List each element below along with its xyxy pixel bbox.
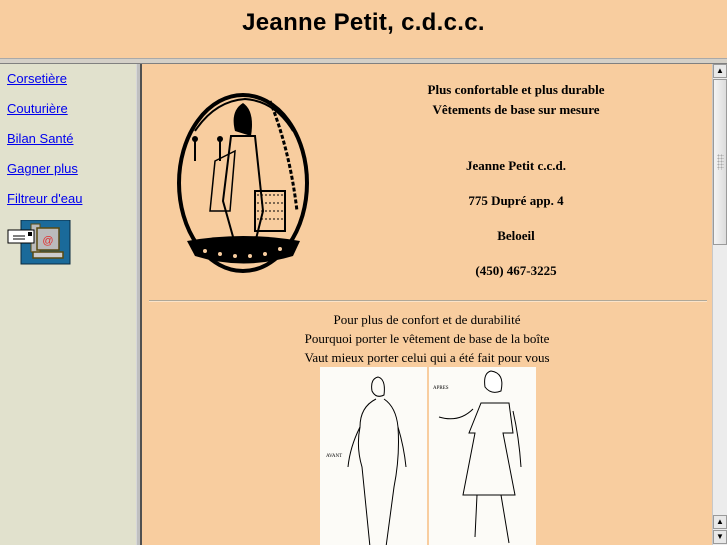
- before-figure-image: [320, 367, 427, 545]
- site-title: Jeanne Petit, c.d.c.c.: [242, 9, 485, 36]
- sidebar-nav: [0, 64, 136, 214]
- horizontal-rule: [149, 300, 707, 302]
- scroll-down-arrow-icon[interactable]: ▼: [713, 530, 727, 544]
- body-text: [142, 310, 712, 367]
- sidebar-link-gagner-plus[interactable]: Gagner plus: [7, 161, 78, 176]
- contact-address: 775 Dupré app. 4: [468, 193, 564, 208]
- sidebar-link-corsetiere[interactable]: Corsetière: [7, 71, 67, 86]
- email-computer-icon[interactable]: [7, 220, 71, 266]
- grip-icon: [717, 154, 724, 170]
- scroll-up-arrow-icon[interactable]: ▲: [713, 64, 727, 78]
- tagline-line-1: Plus confortable et plus durable: [427, 82, 605, 97]
- body-line-1: Pour plus de confort et de durabilité: [333, 312, 521, 327]
- svg-text:@: @: [42, 235, 54, 247]
- contact-city: Beloeil: [497, 228, 535, 243]
- after-figure-image: [429, 367, 536, 545]
- body-line-2: Pourquoi porter le vêtement de base de la boîte: [304, 331, 550, 346]
- figure-label-apres: APRES: [433, 386, 449, 391]
- sidebar-frame: [0, 64, 136, 545]
- sidebar-link-couturiere[interactable]: Couturière: [7, 101, 68, 116]
- main-frame: [142, 64, 712, 545]
- business-info: [392, 80, 640, 281]
- sidebar-link-bilan-sante[interactable]: Bilan Santé: [7, 131, 74, 146]
- vertical-scrollbar[interactable]: [712, 64, 727, 545]
- body-line-3: Vaut mieux porter celui qui a été fait pour vous: [304, 350, 550, 365]
- header-frame: [0, 0, 727, 58]
- tagline-line-2: Vêtements de base sur mesure: [432, 102, 600, 117]
- sidebar-link-filtreur-eau[interactable]: Filtreur d'eau: [7, 191, 83, 206]
- contact-phone: (450) 467-3225: [475, 263, 557, 278]
- scroll-up-arrow-bottom-icon[interactable]: ▲: [713, 515, 727, 529]
- scrollbar-thumb[interactable]: [713, 79, 727, 245]
- contact-name: Jeanne Petit c.c.d.: [465, 158, 566, 173]
- figure-label-avant: AVANT: [326, 454, 343, 459]
- vintage-engraving-image: [175, 91, 312, 274]
